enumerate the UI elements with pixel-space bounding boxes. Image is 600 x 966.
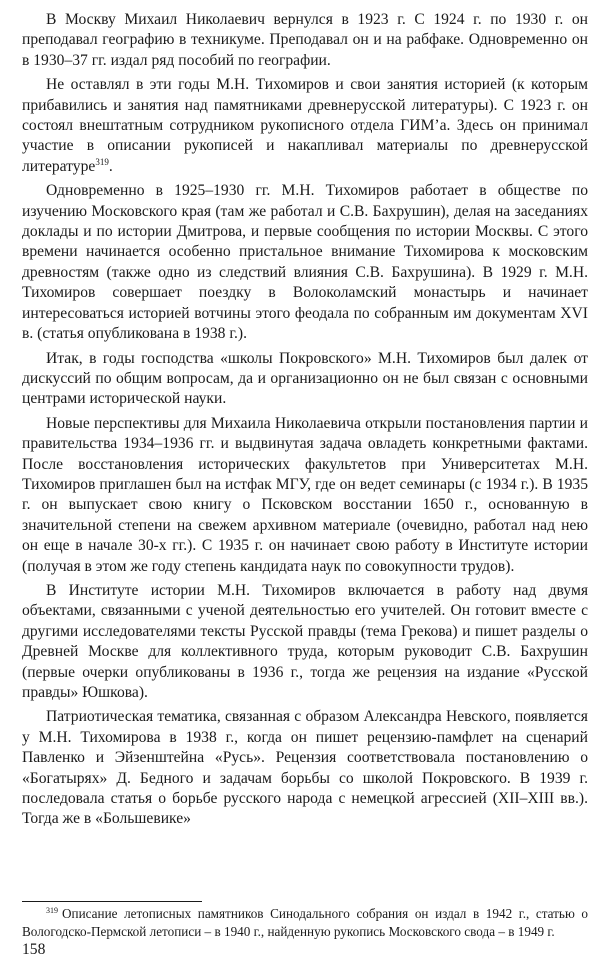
footnote-number: 319 xyxy=(46,906,58,915)
footnote-divider xyxy=(22,901,202,902)
footnote-reference[interactable]: 319 xyxy=(95,156,109,167)
paragraph-3: Одновременно в 1925–1930 гг. М.Н. Тихомиров работает в обществе по изучению Московского края (там же работал и С.В. Бахрушин), делая на заседаниях доклады и по истории Дмитрова, и первые сообщения по истории Москвы. С этого времени начинается особенно пристальное внимание Тихомирова к московским древностям (также одно из следствий влияния С.В. Бахрушина). В 1929 г. М.Н. Тихомиров совершает поездку в Волоколамский монастырь и начинает интересоваться историей вотчины этого феодала по собранным им документам XVI в. (статья опубликована в 1938 г.). xyxy=(22,182,588,343)
paragraph-4: Итак, в годы господства «школы Покровского» М.Н. Тихомиров был далек от дискуссий по общим вопросам, да и организационно он не был связан с основными центрами исторической науки. xyxy=(22,349,588,408)
footnote-text: Описание летописных памятников Синодального собрания он издал в 1942 г., статью о Вологодско-Пермской летописи – в 1940 г., найденную рукопись Московского свода – в 1949 г. xyxy=(22,906,588,939)
paragraph-7: Патриотическая тематика, связанная с образом Александра Невского, появляется у М.Н. Тихомирова в 1938 г., когда он пишет рецензию-памфлет на сценарий Павленко и Эйзенштейна «Русь». Рецензия соответствовала постановлению о «Богатырях» Д. Бедного и задачам борьбы со школой Покровского. В 1939 г. последовала статья о борьбе русского народа с немецкой агрессией (XII–XIII вв.). Тогда же в «Большевике» xyxy=(22,708,588,828)
paragraph-6: В Институте истории М.Н. Тихомиров включается в работу над двумя объектами, связанными с ученой деятельностью его учителей. Он готовит вместе с другими исследователями тексты Русской правды (тема Грекова) и пишет разделы о Древней Москве для коллективного труда, которым руководит С.В. Бахрушин (первые очерки опубликованы в 1936 г., тогда же рецензия на издание «Русской правды» Юшкова). xyxy=(22,581,588,701)
page-number: 158 xyxy=(22,941,46,958)
paragraph-2-text: Не оставлял в эти годы М.Н. Тихомиров и свои занятия историей (к которым прибавились и занятия над памятниками древнерусской литературы). С 1923 г. он состоял внештатным сотрудником рукописного отдела ГИМ’а. Здесь он принимал участие в описании рукописей и накапливал материалы по древнерусской литературе xyxy=(22,76,588,175)
paragraph-2 xyxy=(22,75,588,177)
paragraph-1: В Москву Михаил Николаевич вернулся в 1923 г. С 1924 г. по 1930 г. он преподавал географию в техникуме. Преподавал он и на рабфаке. Одновременно он в 1930–37 гг. издал ряд пособий по географии. xyxy=(22,11,588,69)
footnote xyxy=(22,905,588,940)
paragraph-5: Новые перспективы для Михаила Николаевича открыли постановления партии и правительства 1934–1936 гг. и выдвинутая задача овладеть конкретными фактами. После восстановления исторических факультетов при Университетах М.Н. Тихомиров приглашен был на истфак МГУ, где он ведет семинары (с 1934 г.). В 1935 г. он выпускает свою книгу о Псковском восстании 1650 г., основанную в значительной степени на свежем архивном материале (очевидно, работал над нею он еще в начале 30-х гг.). С 1935 г. он начинает свою работу в Институте истории (получая в этом же году степень кандидата наук по совокупности трудов). xyxy=(22,414,588,575)
page-body xyxy=(22,10,588,830)
paragraph-2-end: . xyxy=(108,157,113,175)
